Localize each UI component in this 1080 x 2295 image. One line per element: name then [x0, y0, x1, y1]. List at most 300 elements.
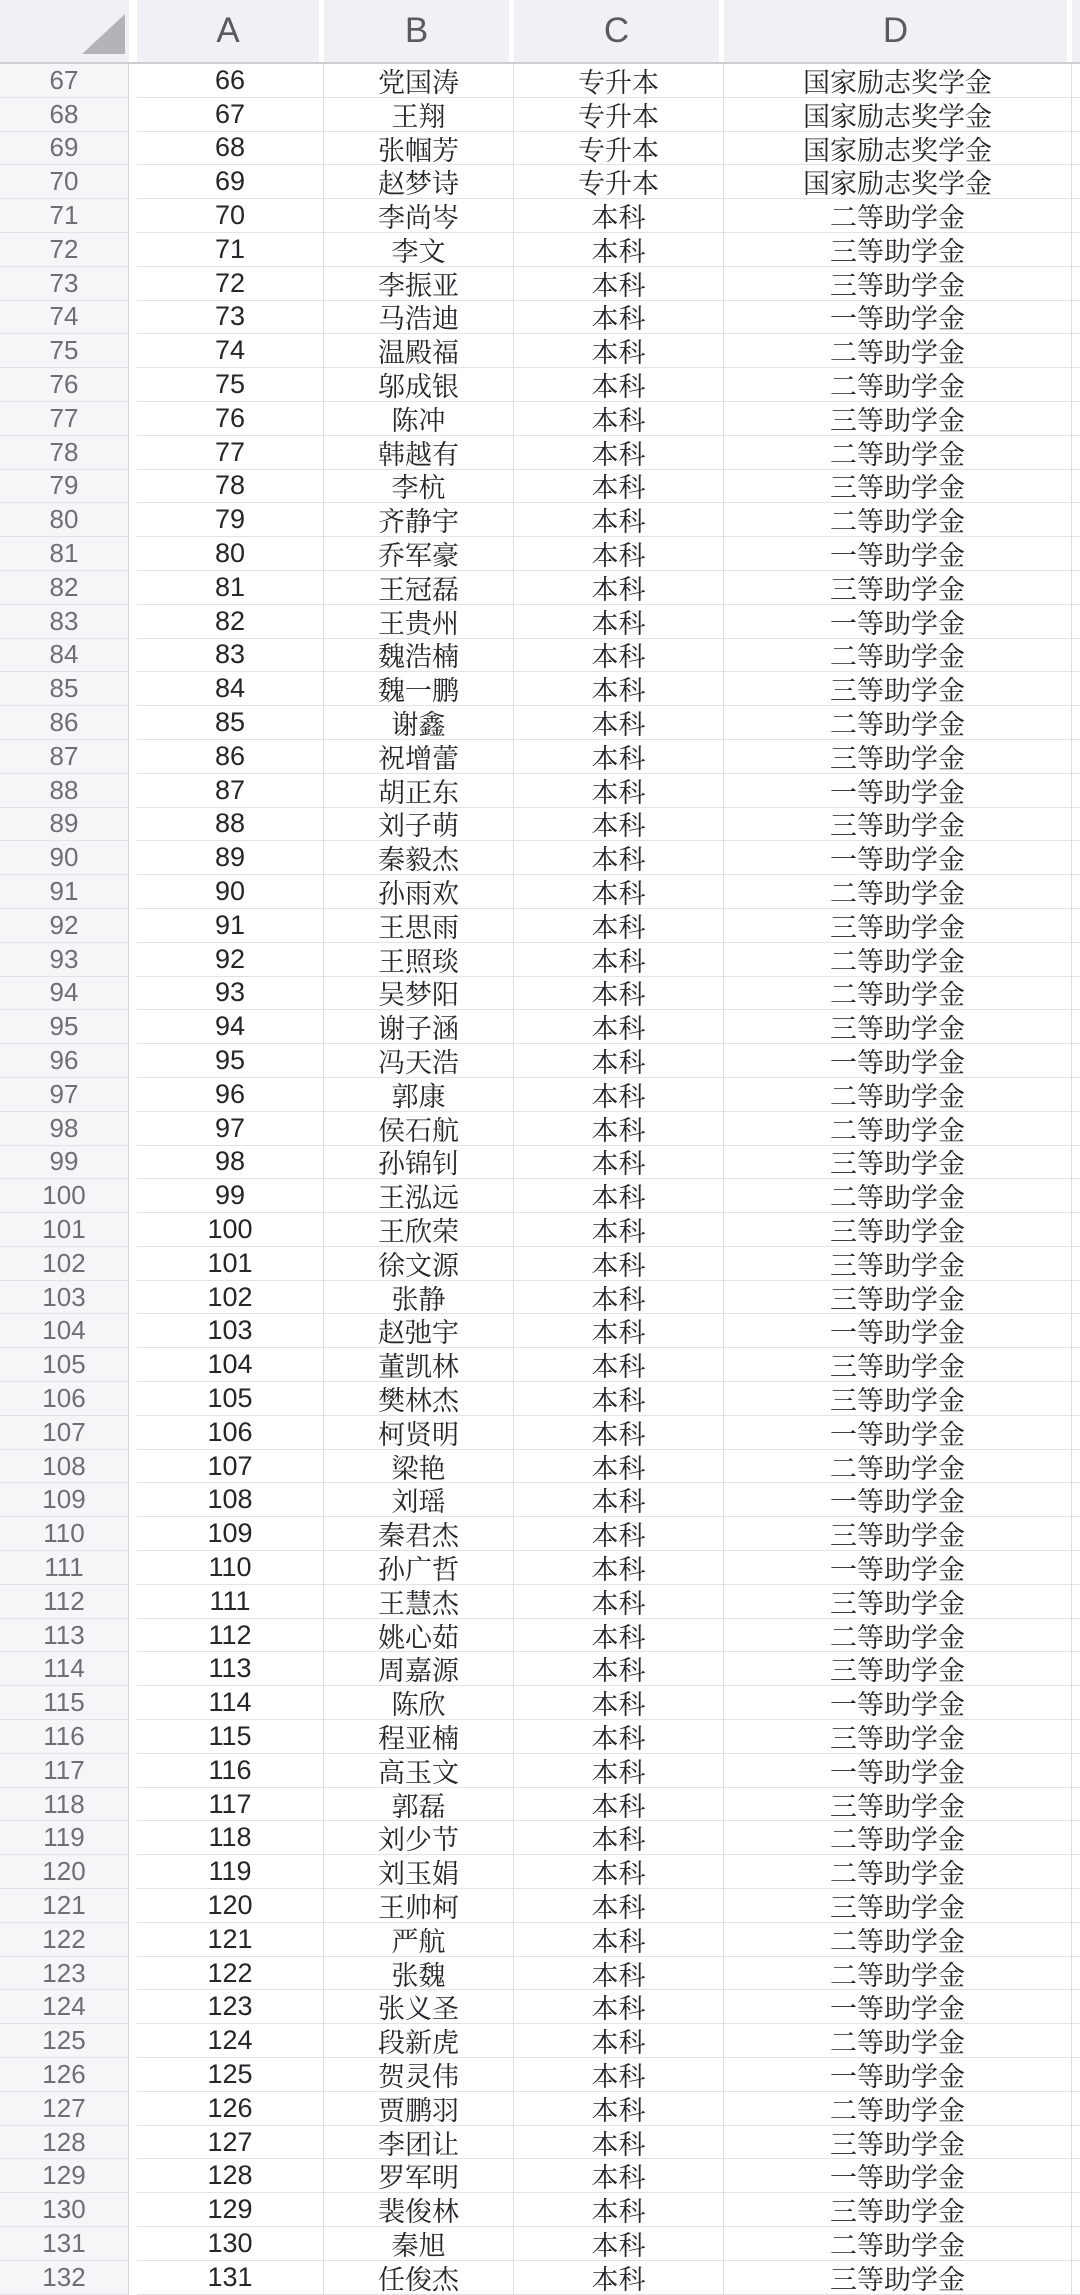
- cell-e-sliver[interactable]: [1072, 1483, 1080, 1517]
- cell-b[interactable]: 陈冲: [324, 402, 514, 436]
- cell-e-sliver[interactable]: [1072, 909, 1080, 943]
- cell-b[interactable]: 谢鑫: [324, 706, 514, 740]
- row-header-cell[interactable]: 75: [0, 334, 129, 368]
- cell-c[interactable]: 本科: [514, 2159, 724, 2193]
- select-all-triangle-icon[interactable]: [82, 14, 125, 54]
- row-header-cell[interactable]: 77: [0, 402, 129, 436]
- cell-e-sliver[interactable]: [1072, 672, 1080, 706]
- cell-a[interactable]: 98: [137, 1146, 324, 1180]
- cell-b[interactable]: 陈欣: [324, 1686, 514, 1720]
- cell-b[interactable]: 罗军明: [324, 2159, 514, 2193]
- cell-d[interactable]: 三等助学金: [724, 1348, 1072, 1382]
- cell-a[interactable]: 124: [137, 2024, 324, 2058]
- row-header-cell[interactable]: 110: [0, 1517, 129, 1551]
- row-header-cell[interactable]: 129: [0, 2159, 129, 2193]
- row-header-cell[interactable]: 69: [0, 132, 129, 166]
- cell-c[interactable]: 本科: [514, 1855, 724, 1889]
- cell-e-sliver[interactable]: [1072, 2227, 1080, 2261]
- cell-c[interactable]: 本科: [514, 1382, 724, 1416]
- cell-b[interactable]: 高玉文: [324, 1754, 514, 1788]
- cell-b[interactable]: 赵梦诗: [324, 165, 514, 199]
- column-header-b[interactable]: B: [324, 0, 514, 62]
- row-header-cell[interactable]: 104: [0, 1314, 129, 1348]
- cell-e-sliver[interactable]: [1072, 334, 1080, 368]
- row-header-cell[interactable]: 70: [0, 165, 129, 199]
- cell-c[interactable]: 本科: [514, 1585, 724, 1619]
- cell-c[interactable]: 本科: [514, 1010, 724, 1044]
- cell-e-sliver[interactable]: [1072, 1450, 1080, 1484]
- cell-a[interactable]: 85: [137, 706, 324, 740]
- cell-d[interactable]: 一等助学金: [724, 1990, 1072, 2024]
- cell-a[interactable]: 96: [137, 1078, 324, 1112]
- cell-e-sliver[interactable]: [1072, 1889, 1080, 1923]
- cell-a[interactable]: 104: [137, 1348, 324, 1382]
- cell-b[interactable]: 贾鹏羽: [324, 2092, 514, 2126]
- cell-d[interactable]: 三等助学金: [724, 740, 1072, 774]
- cell-a[interactable]: 75: [137, 368, 324, 402]
- cell-b[interactable]: 韩越有: [324, 436, 514, 470]
- cell-d[interactable]: 国家励志奖学金: [724, 165, 1072, 199]
- cell-d[interactable]: 二等助学金: [724, 706, 1072, 740]
- cell-b[interactable]: 王欣荣: [324, 1213, 514, 1247]
- cell-d[interactable]: 国家励志奖学金: [724, 98, 1072, 132]
- cell-c[interactable]: 本科: [514, 2193, 724, 2227]
- row-header-cell[interactable]: 87: [0, 740, 129, 774]
- cell-d[interactable]: 三等助学金: [724, 470, 1072, 504]
- cell-c[interactable]: 本科: [514, 1112, 724, 1146]
- cell-e-sliver[interactable]: [1072, 436, 1080, 470]
- cell-d[interactable]: 二等助学金: [724, 1855, 1072, 1889]
- cell-d[interactable]: 一等助学金: [724, 605, 1072, 639]
- cell-a[interactable]: 67: [137, 98, 324, 132]
- cell-b[interactable]: 柯贤明: [324, 1416, 514, 1450]
- row-header-cell[interactable]: 122: [0, 1923, 129, 1957]
- cell-a[interactable]: 117: [137, 1788, 324, 1822]
- cell-a[interactable]: 114: [137, 1686, 324, 1720]
- cell-a[interactable]: 102: [137, 1281, 324, 1315]
- cell-d[interactable]: 三等助学金: [724, 2126, 1072, 2160]
- cell-d[interactable]: 三等助学金: [724, 1247, 1072, 1281]
- cell-d[interactable]: 三等助学金: [724, 1382, 1072, 1416]
- row-header-cell[interactable]: 105: [0, 1348, 129, 1382]
- cell-a[interactable]: 120: [137, 1889, 324, 1923]
- cell-e-sliver[interactable]: [1072, 639, 1080, 673]
- column-header-c[interactable]: C: [514, 0, 724, 62]
- column-header-a[interactable]: A: [137, 0, 324, 62]
- row-header-cell[interactable]: 103: [0, 1281, 129, 1315]
- cell-c[interactable]: 本科: [514, 875, 724, 909]
- cell-e-sliver[interactable]: [1072, 1112, 1080, 1146]
- cell-a[interactable]: 92: [137, 943, 324, 977]
- cell-a[interactable]: 71: [137, 233, 324, 267]
- cell-b[interactable]: 齐静宇: [324, 503, 514, 537]
- cell-b[interactable]: 马浩迪: [324, 301, 514, 335]
- row-header-cell[interactable]: 83: [0, 605, 129, 639]
- cell-c[interactable]: 本科: [514, 470, 724, 504]
- cell-a[interactable]: 115: [137, 1720, 324, 1754]
- cell-d[interactable]: 三等助学金: [724, 808, 1072, 842]
- cell-d[interactable]: 二等助学金: [724, 1179, 1072, 1213]
- cell-d[interactable]: 三等助学金: [724, 1652, 1072, 1686]
- cell-e-sliver[interactable]: [1072, 2092, 1080, 2126]
- cell-e-sliver[interactable]: [1072, 267, 1080, 301]
- cell-b[interactable]: 刘玉娟: [324, 1855, 514, 1889]
- cell-a[interactable]: 87: [137, 774, 324, 808]
- cell-c[interactable]: 本科: [514, 1551, 724, 1585]
- cell-e-sliver[interactable]: [1072, 2193, 1080, 2227]
- row-header-cell[interactable]: 84: [0, 639, 129, 673]
- cell-a[interactable]: 66: [137, 64, 324, 98]
- cell-d[interactable]: 三等助学金: [724, 1788, 1072, 1822]
- cell-e-sliver[interactable]: [1072, 1010, 1080, 1044]
- cell-a[interactable]: 82: [137, 605, 324, 639]
- cell-d[interactable]: 一等助学金: [724, 1551, 1072, 1585]
- cell-d[interactable]: 一等助学金: [724, 1044, 1072, 1078]
- cell-c[interactable]: 专升本: [514, 132, 724, 166]
- cell-b[interactable]: 李团让: [324, 2126, 514, 2160]
- cell-c[interactable]: 专升本: [514, 165, 724, 199]
- cell-a[interactable]: 91: [137, 909, 324, 943]
- cell-a[interactable]: 80: [137, 537, 324, 571]
- cell-e-sliver[interactable]: [1072, 2159, 1080, 2193]
- cell-c[interactable]: 本科: [514, 1754, 724, 1788]
- row-header-cell[interactable]: 130: [0, 2193, 129, 2227]
- cell-c[interactable]: 本科: [514, 2024, 724, 2058]
- row-header-cell[interactable]: 119: [0, 1821, 129, 1855]
- cell-c[interactable]: 本科: [514, 1044, 724, 1078]
- row-header-cell[interactable]: 131: [0, 2227, 129, 2261]
- cell-c[interactable]: 本科: [514, 1483, 724, 1517]
- cell-a[interactable]: 129: [137, 2193, 324, 2227]
- cell-b[interactable]: 严航: [324, 1923, 514, 1957]
- cell-c[interactable]: 本科: [514, 1314, 724, 1348]
- cell-e-sliver[interactable]: [1072, 1416, 1080, 1450]
- cell-c[interactable]: 本科: [514, 943, 724, 977]
- cell-d[interactable]: 国家励志奖学金: [724, 132, 1072, 166]
- cell-b[interactable]: 祝增蕾: [324, 740, 514, 774]
- cell-a[interactable]: 88: [137, 808, 324, 842]
- cell-c[interactable]: 本科: [514, 537, 724, 571]
- cell-d[interactable]: 二等助学金: [724, 1957, 1072, 1991]
- cell-b[interactable]: 乔军豪: [324, 537, 514, 571]
- cell-a[interactable]: 116: [137, 1754, 324, 1788]
- cell-c[interactable]: 本科: [514, 774, 724, 808]
- cell-a[interactable]: 110: [137, 1551, 324, 1585]
- cell-d[interactable]: 一等助学金: [724, 537, 1072, 571]
- row-header-cell[interactable]: 82: [0, 571, 129, 605]
- cell-d[interactable]: 三等助学金: [724, 1517, 1072, 1551]
- row-header-cell[interactable]: 112: [0, 1585, 129, 1619]
- cell-a[interactable]: 93: [137, 977, 324, 1011]
- cell-c[interactable]: 本科: [514, 1078, 724, 1112]
- cell-d[interactable]: 一等助学金: [724, 1754, 1072, 1788]
- cell-b[interactable]: 邬成银: [324, 368, 514, 402]
- cell-b[interactable]: 党国涛: [324, 64, 514, 98]
- cell-e-sliver[interactable]: [1072, 199, 1080, 233]
- cell-b[interactable]: 董凯林: [324, 1348, 514, 1382]
- cell-d[interactable]: 二等助学金: [724, 2227, 1072, 2261]
- cell-e-sliver[interactable]: [1072, 1348, 1080, 1382]
- cell-c[interactable]: 本科: [514, 1686, 724, 1720]
- cell-a[interactable]: 68: [137, 132, 324, 166]
- cell-e-sliver[interactable]: [1072, 503, 1080, 537]
- row-header-cell[interactable]: 115: [0, 1686, 129, 1720]
- row-header-cell[interactable]: 71: [0, 199, 129, 233]
- row-header-cell[interactable]: 90: [0, 841, 129, 875]
- cell-d[interactable]: 一等助学金: [724, 1483, 1072, 1517]
- cell-e-sliver[interactable]: [1072, 1720, 1080, 1754]
- row-header-cell[interactable]: 126: [0, 2058, 129, 2092]
- cell-d[interactable]: 一等助学金: [724, 2159, 1072, 2193]
- column-header-d[interactable]: D: [724, 0, 1072, 62]
- cell-c[interactable]: 本科: [514, 1281, 724, 1315]
- cell-a[interactable]: 76: [137, 402, 324, 436]
- cell-c[interactable]: 本科: [514, 1146, 724, 1180]
- cell-d[interactable]: 一等助学金: [724, 1416, 1072, 1450]
- cell-e-sliver[interactable]: [1072, 470, 1080, 504]
- cell-d[interactable]: 一等助学金: [724, 301, 1072, 335]
- cell-c[interactable]: 本科: [514, 909, 724, 943]
- cell-a[interactable]: 83: [137, 639, 324, 673]
- cell-b[interactable]: 刘子萌: [324, 808, 514, 842]
- cell-d[interactable]: 一等助学金: [724, 2058, 1072, 2092]
- cell-e-sliver[interactable]: [1072, 1281, 1080, 1315]
- cell-d[interactable]: 三等助学金: [724, 1010, 1072, 1044]
- cell-b[interactable]: 魏浩楠: [324, 639, 514, 673]
- row-header-cell[interactable]: 99: [0, 1146, 129, 1180]
- cell-b[interactable]: 魏一鹏: [324, 672, 514, 706]
- cell-b[interactable]: 贺灵伟: [324, 2058, 514, 2092]
- cell-d[interactable]: 二等助学金: [724, 1821, 1072, 1855]
- cell-b[interactable]: 樊林杰: [324, 1382, 514, 1416]
- row-header-cell[interactable]: 125: [0, 2024, 129, 2058]
- cell-c[interactable]: 本科: [514, 1821, 724, 1855]
- cell-c[interactable]: 本科: [514, 267, 724, 301]
- cell-a[interactable]: 99: [137, 1179, 324, 1213]
- cell-a[interactable]: 90: [137, 875, 324, 909]
- cell-c[interactable]: 本科: [514, 1517, 724, 1551]
- row-header-cell[interactable]: 91: [0, 875, 129, 909]
- cell-b[interactable]: 王帅柯: [324, 1889, 514, 1923]
- cell-a[interactable]: 81: [137, 571, 324, 605]
- cell-a[interactable]: 74: [137, 334, 324, 368]
- row-header-cell[interactable]: 74: [0, 301, 129, 335]
- cell-b[interactable]: 徐文源: [324, 1247, 514, 1281]
- cell-b[interactable]: 张魏: [324, 1957, 514, 1991]
- cell-c[interactable]: 本科: [514, 1788, 724, 1822]
- cell-d[interactable]: 二等助学金: [724, 875, 1072, 909]
- row-header-cell[interactable]: 111: [0, 1551, 129, 1585]
- cell-a[interactable]: 121: [137, 1923, 324, 1957]
- cell-c[interactable]: 本科: [514, 2227, 724, 2261]
- cell-c[interactable]: 本科: [514, 841, 724, 875]
- cell-b[interactable]: 孙雨欢: [324, 875, 514, 909]
- cell-c[interactable]: 本科: [514, 706, 724, 740]
- cell-a[interactable]: 131: [137, 2261, 324, 2295]
- cell-e-sliver[interactable]: [1072, 1179, 1080, 1213]
- cell-d[interactable]: 二等助学金: [724, 199, 1072, 233]
- cell-d[interactable]: 三等助学金: [724, 1889, 1072, 1923]
- cell-e-sliver[interactable]: [1072, 1146, 1080, 1180]
- cell-b[interactable]: 周嘉源: [324, 1652, 514, 1686]
- cell-b[interactable]: 程亚楠: [324, 1720, 514, 1754]
- cell-b[interactable]: 李文: [324, 233, 514, 267]
- cell-e-sliver[interactable]: [1072, 1619, 1080, 1653]
- cell-e-sliver[interactable]: [1072, 1821, 1080, 1855]
- cell-b[interactable]: 王贵州: [324, 605, 514, 639]
- cell-e-sliver[interactable]: [1072, 1044, 1080, 1078]
- row-header-cell[interactable]: 121: [0, 1889, 129, 1923]
- cell-c[interactable]: 本科: [514, 199, 724, 233]
- cell-e-sliver[interactable]: [1072, 1585, 1080, 1619]
- cell-c[interactable]: 本科: [514, 301, 724, 335]
- cell-e-sliver[interactable]: [1072, 1754, 1080, 1788]
- cell-b[interactable]: 李尚岑: [324, 199, 514, 233]
- cell-b[interactable]: 郭磊: [324, 1788, 514, 1822]
- cell-a[interactable]: 106: [137, 1416, 324, 1450]
- cell-d[interactable]: 二等助学金: [724, 368, 1072, 402]
- cell-c[interactable]: 本科: [514, 2126, 724, 2160]
- cell-d[interactable]: 三等助学金: [724, 1146, 1072, 1180]
- cell-c[interactable]: 本科: [514, 672, 724, 706]
- row-header-cell[interactable]: 116: [0, 1720, 129, 1754]
- cell-d[interactable]: 二等助学金: [724, 2024, 1072, 2058]
- row-header-cell[interactable]: 96: [0, 1044, 129, 1078]
- cell-d[interactable]: 二等助学金: [724, 943, 1072, 977]
- cell-c[interactable]: 本科: [514, 605, 724, 639]
- row-header-cell[interactable]: 68: [0, 98, 129, 132]
- cell-c[interactable]: 本科: [514, 503, 724, 537]
- cell-e-sliver[interactable]: [1072, 2024, 1080, 2058]
- row-header-cell[interactable]: 67: [0, 64, 129, 98]
- cell-a[interactable]: 128: [137, 2159, 324, 2193]
- cell-d[interactable]: 二等助学金: [724, 2092, 1072, 2126]
- cell-a[interactable]: 118: [137, 1821, 324, 1855]
- cell-e-sliver[interactable]: [1072, 1652, 1080, 1686]
- cell-a[interactable]: 72: [137, 267, 324, 301]
- row-header-cell[interactable]: 107: [0, 1416, 129, 1450]
- row-header-cell[interactable]: 73: [0, 267, 129, 301]
- row-header-cell[interactable]: 95: [0, 1010, 129, 1044]
- cell-e-sliver[interactable]: [1072, 2058, 1080, 2092]
- cell-d[interactable]: 二等助学金: [724, 1112, 1072, 1146]
- row-header-cell[interactable]: 101: [0, 1213, 129, 1247]
- cell-b[interactable]: 秦旭: [324, 2227, 514, 2261]
- cell-c[interactable]: 本科: [514, 2261, 724, 2295]
- cell-b[interactable]: 王冠磊: [324, 571, 514, 605]
- row-header-cell[interactable]: 124: [0, 1990, 129, 2024]
- cell-e-sliver[interactable]: [1072, 1990, 1080, 2024]
- row-header-cell[interactable]: 118: [0, 1788, 129, 1822]
- cell-a[interactable]: 122: [137, 1957, 324, 1991]
- cell-a[interactable]: 70: [137, 199, 324, 233]
- cell-c[interactable]: 本科: [514, 1957, 724, 1991]
- cell-e-sliver[interactable]: [1072, 368, 1080, 402]
- cell-e-sliver[interactable]: [1072, 571, 1080, 605]
- row-header-cell[interactable]: 81: [0, 537, 129, 571]
- cell-a[interactable]: 84: [137, 672, 324, 706]
- cell-b[interactable]: 李杭: [324, 470, 514, 504]
- cell-c[interactable]: 本科: [514, 1416, 724, 1450]
- cell-e-sliver[interactable]: [1072, 1382, 1080, 1416]
- cell-a[interactable]: 77: [137, 436, 324, 470]
- cell-d[interactable]: 二等助学金: [724, 1450, 1072, 1484]
- cell-b[interactable]: 赵弛宇: [324, 1314, 514, 1348]
- cell-b[interactable]: 冯天浩: [324, 1044, 514, 1078]
- cell-e-sliver[interactable]: [1072, 98, 1080, 132]
- cell-a[interactable]: 73: [137, 301, 324, 335]
- row-header-cell[interactable]: 79: [0, 470, 129, 504]
- cell-d[interactable]: 三等助学金: [724, 267, 1072, 301]
- cell-b[interactable]: 孙锦钊: [324, 1146, 514, 1180]
- cell-a[interactable]: 112: [137, 1619, 324, 1653]
- cell-e-sliver[interactable]: [1072, 740, 1080, 774]
- cell-e-sliver[interactable]: [1072, 977, 1080, 1011]
- cell-a[interactable]: 125: [137, 2058, 324, 2092]
- cell-d[interactable]: 国家励志奖学金: [724, 64, 1072, 98]
- cell-c[interactable]: 本科: [514, 808, 724, 842]
- row-header-cell[interactable]: 94: [0, 977, 129, 1011]
- row-header-cell[interactable]: 97: [0, 1078, 129, 1112]
- cell-a[interactable]: 69: [137, 165, 324, 199]
- cell-a[interactable]: 126: [137, 2092, 324, 2126]
- row-header-cell[interactable]: 98: [0, 1112, 129, 1146]
- cell-a[interactable]: 105: [137, 1382, 324, 1416]
- cell-e-sliver[interactable]: [1072, 605, 1080, 639]
- cell-c[interactable]: 本科: [514, 436, 724, 470]
- cell-e-sliver[interactable]: [1072, 706, 1080, 740]
- cell-e-sliver[interactable]: [1072, 1247, 1080, 1281]
- cell-a[interactable]: 95: [137, 1044, 324, 1078]
- cell-e-sliver[interactable]: [1072, 132, 1080, 166]
- cell-a[interactable]: 97: [137, 1112, 324, 1146]
- row-header-cell[interactable]: 106: [0, 1382, 129, 1416]
- cell-d[interactable]: 二等助学金: [724, 1619, 1072, 1653]
- cell-a[interactable]: 113: [137, 1652, 324, 1686]
- row-header-cell[interactable]: 109: [0, 1483, 129, 1517]
- row-header-cell[interactable]: 86: [0, 706, 129, 740]
- cell-d[interactable]: 三等助学金: [724, 402, 1072, 436]
- cell-b[interactable]: 秦君杰: [324, 1517, 514, 1551]
- cell-b[interactable]: 梁艳: [324, 1450, 514, 1484]
- cell-e-sliver[interactable]: [1072, 1788, 1080, 1822]
- cell-d[interactable]: 三等助学金: [724, 571, 1072, 605]
- row-header-cell[interactable]: 85: [0, 672, 129, 706]
- row-header-cell[interactable]: 123: [0, 1957, 129, 1991]
- cell-c[interactable]: 本科: [514, 1889, 724, 1923]
- cell-d[interactable]: 二等助学金: [724, 334, 1072, 368]
- cell-c[interactable]: 本科: [514, 1652, 724, 1686]
- cell-d[interactable]: 二等助学金: [724, 1078, 1072, 1112]
- cell-a[interactable]: 101: [137, 1247, 324, 1281]
- cell-a[interactable]: 78: [137, 470, 324, 504]
- cell-e-sliver[interactable]: [1072, 875, 1080, 909]
- cell-a[interactable]: 79: [137, 503, 324, 537]
- cell-e-sliver[interactable]: [1072, 774, 1080, 808]
- column-header-e-sliver[interactable]: [1072, 0, 1080, 62]
- cell-d[interactable]: 二等助学金: [724, 436, 1072, 470]
- cell-b[interactable]: 王翔: [324, 98, 514, 132]
- cell-c[interactable]: 本科: [514, 334, 724, 368]
- cell-b[interactable]: 孙广哲: [324, 1551, 514, 1585]
- cell-a[interactable]: 123: [137, 1990, 324, 2024]
- row-header-cell[interactable]: 114: [0, 1652, 129, 1686]
- cell-c[interactable]: 本科: [514, 740, 724, 774]
- cell-b[interactable]: 秦毅杰: [324, 841, 514, 875]
- cell-a[interactable]: 100: [137, 1213, 324, 1247]
- cell-a[interactable]: 111: [137, 1585, 324, 1619]
- cell-c[interactable]: 本科: [514, 1619, 724, 1653]
